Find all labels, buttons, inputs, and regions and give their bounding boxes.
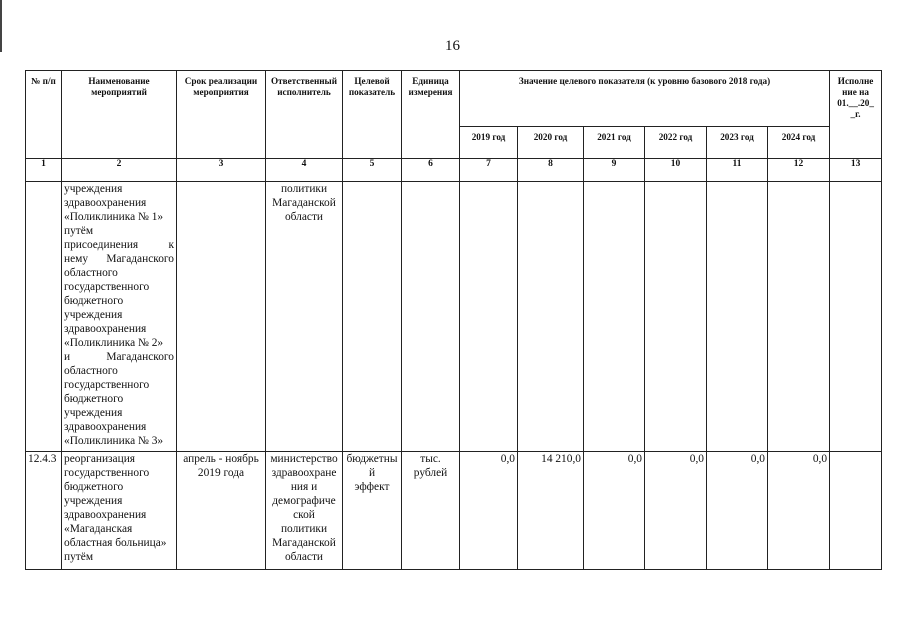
text-line: областного bbox=[64, 267, 118, 279]
column-number: 4 bbox=[266, 159, 343, 182]
text-line: здравоохранения bbox=[64, 421, 147, 433]
table-row bbox=[26, 452, 882, 570]
text-line: «Поликлиника № 1» bbox=[64, 211, 164, 223]
row-number bbox=[26, 182, 62, 452]
text-line: нему Магаданского bbox=[64, 253, 174, 265]
column-number: 9 bbox=[584, 159, 645, 182]
column-number: 2 bbox=[62, 159, 177, 182]
column-number: 10 bbox=[645, 159, 707, 182]
text-line: учреждения bbox=[64, 309, 123, 321]
completion-cell bbox=[830, 452, 882, 570]
text-line: и Магаданского bbox=[64, 351, 174, 363]
text-line: областная больница» bbox=[64, 537, 167, 549]
row-number: 12.4.3 bbox=[26, 452, 62, 570]
text-line: рублей bbox=[413, 467, 448, 479]
responsible-cell bbox=[266, 182, 343, 452]
text-line: «Магаданская bbox=[64, 523, 133, 535]
header-indicator: Целевой показатель bbox=[343, 71, 402, 159]
header-year: 2023 год bbox=[707, 127, 768, 159]
text-line: здравоохране bbox=[271, 467, 337, 479]
responsible-cell bbox=[266, 452, 343, 570]
text-line: политики bbox=[280, 523, 328, 535]
value-cell bbox=[460, 182, 518, 452]
value-cell bbox=[707, 182, 768, 452]
header-year: 2024 год bbox=[768, 127, 830, 159]
text-line: государственного bbox=[64, 467, 150, 479]
text-line: апрель - ноябрь bbox=[183, 453, 259, 465]
value-cell bbox=[645, 182, 707, 452]
text-line: присоединения к bbox=[64, 239, 174, 251]
value-cell: 0,0 bbox=[584, 452, 645, 570]
text-line: й bbox=[368, 467, 376, 479]
text-line: эффект bbox=[354, 481, 390, 493]
term-cell bbox=[177, 182, 266, 452]
value-cell: 0,0 bbox=[645, 452, 707, 570]
text-line: путём bbox=[64, 551, 94, 563]
page-number: 16 bbox=[445, 38, 460, 54]
text-line: учреждения bbox=[64, 183, 123, 195]
text-line: 2019 года bbox=[197, 467, 245, 479]
header-term: Срок реализации мероприятия bbox=[177, 71, 266, 159]
text-line: бюджетного bbox=[64, 295, 124, 307]
column-number: 11 bbox=[707, 159, 768, 182]
header-target-values: Значение целевого показателя (к уровню базового 2018 года) bbox=[460, 71, 830, 127]
indicator-cell bbox=[343, 452, 402, 570]
text-line: области bbox=[284, 211, 324, 223]
value-cell: 0,0 bbox=[707, 452, 768, 570]
value-cell bbox=[584, 182, 645, 452]
text-line: бюджетны bbox=[346, 453, 398, 465]
header-year: 2020 год bbox=[518, 127, 584, 159]
text-line: бюджетного bbox=[64, 393, 124, 405]
column-number: 7 bbox=[460, 159, 518, 182]
indicator-cell bbox=[343, 182, 402, 452]
text-line: демографиче bbox=[272, 495, 336, 507]
value-cell: 0,0 bbox=[768, 452, 830, 570]
value-cell bbox=[768, 182, 830, 452]
text-line: учреждения bbox=[64, 407, 123, 419]
text-line: здравоохранения bbox=[64, 509, 147, 521]
activity-name-cell bbox=[62, 452, 177, 570]
text-line: путём bbox=[64, 225, 94, 237]
text-line: области bbox=[284, 551, 324, 563]
text-line: тыс. bbox=[420, 453, 441, 465]
text-line: министерство bbox=[270, 453, 338, 465]
text-line: политики bbox=[280, 183, 328, 195]
text-line: областного bbox=[64, 365, 118, 377]
header-year: 2022 год bbox=[645, 127, 707, 159]
header-completion: Исполне ние на 01.__.20_ _г. bbox=[830, 71, 882, 159]
header-name: Наименование мероприятий bbox=[62, 71, 177, 159]
text-line: ской bbox=[293, 509, 315, 521]
column-number: 12 bbox=[768, 159, 830, 182]
header-num: № п/п bbox=[26, 71, 62, 159]
value-cell: 14 210,0 bbox=[518, 452, 584, 570]
text-line: ния и bbox=[290, 481, 318, 493]
activity-name-cell bbox=[62, 182, 177, 452]
column-number: 13 bbox=[830, 159, 882, 182]
text-line: здравоохранения bbox=[64, 323, 147, 335]
column-number: 8 bbox=[518, 159, 584, 182]
text-line: учреждения bbox=[64, 495, 123, 507]
text-line: «Поликлиника № 2» bbox=[64, 337, 164, 349]
text-line: бюджетного bbox=[64, 481, 124, 493]
header-year: 2021 год bbox=[584, 127, 645, 159]
text-line: государственного bbox=[64, 281, 150, 293]
target-indicator-table bbox=[25, 70, 882, 570]
term-cell bbox=[177, 452, 266, 570]
text-line: Магаданской bbox=[272, 197, 336, 209]
value-cell bbox=[518, 182, 584, 452]
text-line: государственного bbox=[64, 379, 150, 391]
header-unit: Единица измерения bbox=[402, 71, 460, 159]
table-row bbox=[26, 182, 882, 452]
text-line: Магаданской bbox=[272, 537, 336, 549]
column-number: 6 bbox=[402, 159, 460, 182]
text-line: реорганизация bbox=[64, 453, 136, 465]
header-year: 2019 год bbox=[460, 127, 518, 159]
column-number: 1 bbox=[26, 159, 62, 182]
completion-cell bbox=[830, 182, 882, 452]
value-cell: 0,0 bbox=[460, 452, 518, 570]
text-line: здравоохранения bbox=[64, 197, 147, 209]
unit-cell bbox=[402, 182, 460, 452]
header-responsible: Ответственный исполнитель bbox=[266, 71, 343, 159]
column-number-row bbox=[26, 159, 882, 182]
unit-cell bbox=[402, 452, 460, 570]
column-number: 3 bbox=[177, 159, 266, 182]
text-line: «Поликлиника № 3» bbox=[64, 435, 164, 447]
column-number: 5 bbox=[343, 159, 402, 182]
